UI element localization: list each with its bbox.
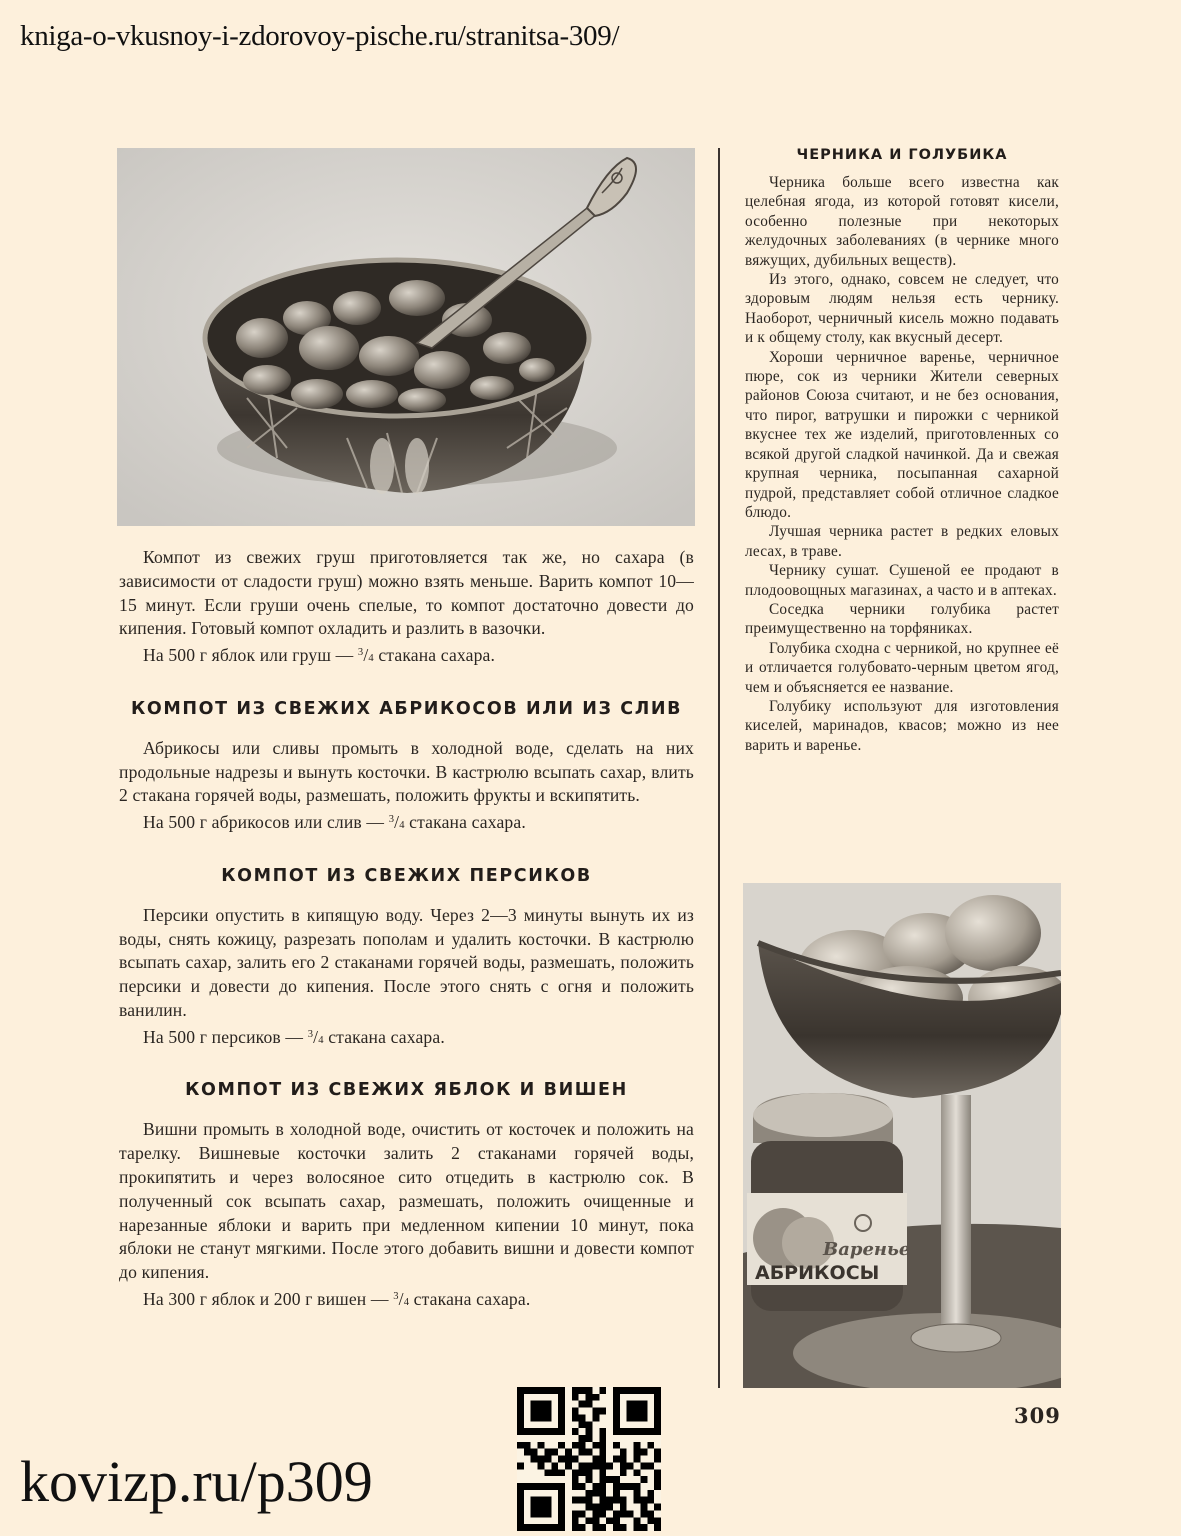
column-divider <box>718 148 720 1388</box>
qr-code-icon <box>517 1387 661 1531</box>
svg-text:АБРИКОСЫ: АБРИКОСЫ <box>755 1262 880 1284</box>
right-paragraph: Хороши черничное варенье, черничное пюре, сок из черники Жители северных районов Союза считают, и не без основания, что пирог, ватрушки и пирожки с черникой вкуснее тех же изделий, приготовленных со всякой другой сладкой начинкой. Да и свежая крупная черника, посыпанная сахарной пудрой, представляет собой отличное сладкое блюдо. <box>745 348 1059 521</box>
right-paragraph: Голубику используют для изготовления киселей, маринадов, квасов; можно из нее варить и варенье. <box>745 697 1059 754</box>
qr-code[interactable] <box>517 1387 661 1531</box>
section-paragraph-peaches: Персики опустить в кипящую воду. Через 2—3 минуты вынуть их из воды, снять кожицу, разрезать пополам и удалить косточки. В кастрюлю всыпать сахар, залить его 2 стаканами горячей воды, размешать, положить персики и довести до кипения. После этого снять с огня и положить ванилин. <box>119 904 694 1020</box>
intro-paragraph: Компот из свежих груш приготовляется так же, но сахара (в зависимости от сладости груш) можно взять меньше. Варить компот 10—15 минут. Если груши очень спелые, то компот достаточно довести до кипения. Готовый компот охладить и разлить в вазочки. <box>119 547 694 639</box>
page-number: 309 <box>1014 1403 1061 1428</box>
section-title-peaches: КОМПОТ ИЗ СВЕЖИХ ПЕРСИКОВ <box>221 865 592 886</box>
right-paragraph: Голубика сходна с черникой, но крупнее её и отличается голубовато-черным цветом ягод, чем и объясняется ее название. <box>745 639 1059 696</box>
section-ratio-apples-cherries: На 300 г яблок и 200 г вишен — $^3$/4 стакана сахара. <box>143 1288 531 1309</box>
short-url[interactable]: kovizp.ru/p309 <box>20 1449 373 1514</box>
site-url[interactable]: kniga-o-vkusnoy-i-zdorovoy-pische.ru/stranitsa-309/ <box>20 20 620 52</box>
section-paragraph-apricots: Абрикосы или сливы промыть в холодной воде, сделать на них продольные надрезы и вынуть косточки. В кастрюлю всыпать сахар, влить 2 стакана горячей воды, размешать, положить фрукты и вскипятить. <box>119 737 694 806</box>
right-column <box>745 147 1059 755</box>
fraction: $^3$/4 <box>357 644 374 665</box>
section-ratio-peaches: На 500 г персиков — $^3$/4 стакана сахара. <box>143 1026 445 1047</box>
right-paragraph: Черника больше всего известна как целебная ягода, из которой готовят кисели, особенно полезные при некоторых желудочных заболеваниях (в чернике много вяжущих, дубильных веществ). <box>745 174 1059 269</box>
section-title-apricots: КОМПОТ ИЗ СВЕЖИХ АБРИКОСОВ ИЛИ ИЗ СЛИВ <box>130 698 683 719</box>
section-ratio-apricots: На 500 г абрикосов или слив — $^3$/4 стакана сахара. <box>143 811 526 832</box>
left-column <box>119 546 694 1315</box>
section-title-blueberry: ЧЕРНИКА И ГОЛУБИКА <box>796 147 1008 163</box>
right-paragraph: Чернику сушат. Сушеной ее продают в плодоовощных магазинах, а часто и в аптеках. <box>745 562 1059 599</box>
ratio-suffix: стакана сахара. <box>373 644 496 665</box>
fruit-vase-jam-photo <box>743 883 1061 1388</box>
ratio-prefix: На 500 г яблок или груш — <box>143 644 358 665</box>
right-paragraph: Соседка черники голубика растет преимущественно на торфяниках. <box>745 600 1059 638</box>
compote-bowl-with-spoon-icon <box>117 148 695 526</box>
section-title-apples-cherries: КОМПОТ ИЗ СВЕЖИХ ЯБЛОК И ВИШЕН <box>185 1080 628 1101</box>
right-paragraph: Из этого, однако, совсем не следует, что здоровым людям нельзя есть чернику. Наоборот, черничный кисель можно подавать и к общему столу, как вкусный десерт. <box>745 271 1059 347</box>
svg-text:Варенье: Варенье <box>823 1239 911 1260</box>
fruit-vase-and-jam-jar-icon <box>743 883 1061 1388</box>
right-paragraph: Лучшая черника растет в редких еловых лесах, в траве. <box>745 523 1059 560</box>
section-paragraph-apples-cherries: Вишни промыть в холодной воде, очистить от косточек и положить на тарелку. Вишневые косточки залить 2 стаканами горячей воды, прокипятить и через волосяное сито отцедить в кастрюлю сок. В полученный сок всыпать сахар, размешать, положить очищенные и нарезанные яблоки и варить при медленном кипении 10 минут, пока яблоки не станут мягкими. После этого добавить вишни и довести компот до кипения. <box>119 1119 694 1283</box>
intro-ratio <box>119 641 694 671</box>
compote-bowl-photo <box>117 148 695 526</box>
